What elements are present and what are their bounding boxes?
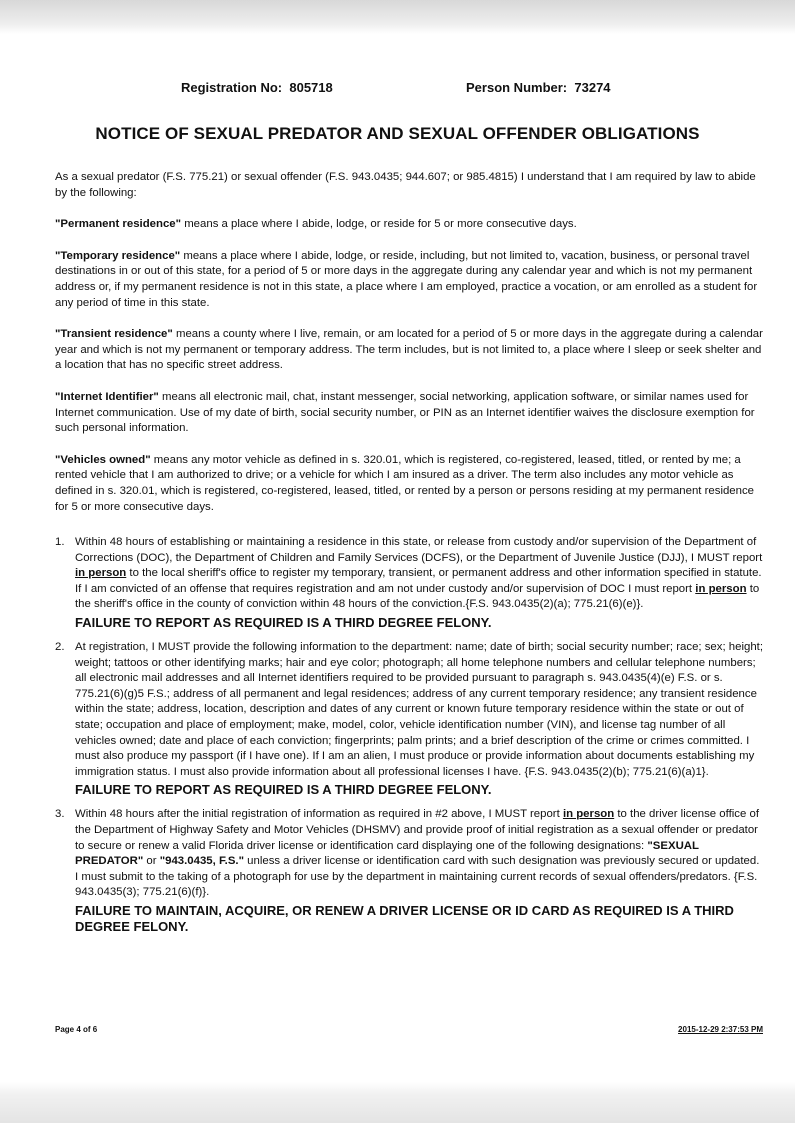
definition-term: "Temporary residence" xyxy=(55,249,181,262)
definition-permanent-residence xyxy=(55,217,763,233)
item-text-part: or xyxy=(143,855,160,868)
scan-edge-bottom xyxy=(0,1082,795,1123)
definition-vehicles-owned xyxy=(55,453,763,515)
intro-paragraph: As a sexual predator (F.S. 775.21) or sexual offender (F.S. 943.0435; 944.607; or 985.4815) I understand that I am required by law to abide by the following: xyxy=(55,171,756,199)
page-number: Page 4 of 6 xyxy=(55,1025,98,1034)
definition-text: means a place where I abide, lodge, or reside for 5 or more consecutive days. xyxy=(181,218,577,231)
designation-emphasis: "SEXUAL PREDATOR" xyxy=(75,839,699,868)
print-timestamp: 2015-12-29 2:37:53 PM xyxy=(678,1025,763,1034)
definition-text: means a county where I live, remain, or am located for a period of 5 or more days in the aggregate during a calendar year and which is not my permanent or temporary address. The term includes, but is not limited to, a place where I sleep or seek shelter and a location that has no specific street address. xyxy=(55,328,763,372)
obligation-item-1 xyxy=(55,535,763,631)
item-text xyxy=(75,535,763,613)
item-text-part: to the driver license office of the Department of Highway Safety and Motor Vehicles (DHSMV) and provide proof of initial registration as a sexual offender or predator to secure or renew a valid Florida driver license or identification card displaying one of the following designations: xyxy=(75,808,759,852)
felony-warning: FAILURE TO REPORT AS REQUIRED IS A THIRD DEGREE FELONY. xyxy=(75,615,492,631)
document-body xyxy=(55,170,763,944)
item-text-part: Within 48 hours of establishing or maintaining a residence in this state, or release from custody and/or supervision of the Department of Corrections (DOC), the Department of Children and Family Services (DCFS), or the Department of Juvenile Justice (DJJ), I MUST report xyxy=(75,536,763,564)
definition-internet-identifier xyxy=(55,390,763,437)
in-person-emphasis: in person xyxy=(75,567,127,580)
in-person-emphasis: in person xyxy=(562,808,615,821)
definition-text: means a place where I abide, lodge, or reside, including, but not limited to, vacation, business, or personal travel destinations in or out of this state, for a period of 5 or more days in the aggregate during any calendar year and which is not my permanent address or, if my permanent residence is not in this state, a place where I am employed, practice a vocation, or am enrolled as a student for any period of time in this state. xyxy=(55,249,758,309)
item-text-part: unless a driver license or identification card with such designation was previously secured or updated. I must submit to the taking of a photograph for use by the department in maintaining current records of sexual offenders/predators. {F.S. 943.0435(3); 775.21(6)(f)}. xyxy=(75,855,760,899)
definition-term: "Internet Identifier" xyxy=(55,390,159,403)
registration-label: Registration No: xyxy=(181,80,283,95)
registration-value: 805718 xyxy=(289,80,333,95)
item-number: 2. xyxy=(55,641,65,654)
person-value: 73274 xyxy=(574,80,611,95)
item-text xyxy=(75,807,763,901)
registration-number xyxy=(181,80,333,95)
person-label: Person Number: xyxy=(466,80,568,95)
definition-term: "Transient residence" xyxy=(55,328,173,341)
obligations-list xyxy=(55,535,763,935)
designation-emphasis: "943.0435, F.S." xyxy=(159,855,244,868)
definition-text: means any motor vehicle as defined in s. 320.01, which is registered, co-registered, leased, titled, or rented by me; a rented vehicle that I am authorized to drive; or a vehicle for which I am insured as a driver. The term also includes any motor vehicle as defined in s. 320.01, which is registered, co-registered, leased, titled, or rented by a person or persons residing at my permanent residence for 5 or more consecutive days. xyxy=(55,453,755,513)
document-title: NOTICE OF SEXUAL PREDATOR AND SEXUAL OFFENDER OBLIGATIONS xyxy=(95,124,700,143)
definition-text: means all electronic mail, chat, instant messenger, social networking, application software, or similar names used for Internet communication. Use of my date of birth, social security number, or PIN as an Internet identifier waives the disclosure exemption for such personal information. xyxy=(55,390,755,435)
felony-warning: FAILURE TO MAINTAIN, ACQUIRE, OR RENEW A DRIVER LICENSE OR ID CARD AS REQUIRED IS A THIRD DEGREE FELONY. xyxy=(75,902,734,934)
item-number: 1. xyxy=(55,536,65,549)
item-number: 3. xyxy=(55,808,65,821)
person-number xyxy=(466,80,611,95)
item-text-part: to the local sheriff's office to register my temporary, transient, or permanent address and other information specified in statute. If I am convicted of an offense that requires registration and am not under custody and/or supervision of DOC I must report xyxy=(75,567,762,595)
felony-warning: FAILURE TO REPORT AS REQUIRED IS A THIRD DEGREE FELONY. xyxy=(75,782,492,798)
definition-term: "Vehicles owned" xyxy=(55,453,151,466)
scan-edge-top xyxy=(0,0,795,34)
definition-term: "Permanent residence" xyxy=(55,218,182,231)
item-text-part: Within 48 hours after the initial registration of information as required in #2 above, I MUST report xyxy=(75,808,563,821)
item-text: At registration, I MUST provide the following information to the department: name; date of birth; social security number; race; sex; height; weight; tattoos or other identifying marks; hair and eye color; photograph; all home telephone numbers and cellular telephone numbers; all electronic mail addresses and all Internet identifiers required to be provided pursuant to paragraph s. 943.0435(4)(e) F.S. or s. 775.21(6)(g)5 F.S.; address of all permanent and legal residences; address of any current temporary residence; any transient residence within the state; address, location, description and dates of any current or known future temporary residence within the state or out of state; occupation and place of employment; make, model, color, vehicle identification number (VIN), and license tag number of all vehicles owned; date and place of each conviction; fingerprints; palm prints; and a brief description of the crime or crimes committed. I must also produce my passport (if I have one). If I am an alien, I must produce or provide information about documents establishing my immigration status. I must also provide information about all professional licenses I have. {F.S. 943.0435(2)(b); 775.21(6)(a)1}. xyxy=(75,641,763,778)
obligation-item-3 xyxy=(55,807,763,935)
obligation-item-2 xyxy=(55,640,763,798)
in-person-emphasis: in person xyxy=(695,582,747,595)
item-text-part: to the sheriff's office in the county of conviction within 48 hours of the conviction.{F.S. 943.0435(2)(a); 775.21(6)(e)}. xyxy=(75,582,760,611)
definition-temporary-residence xyxy=(55,249,763,311)
definition-transient-residence xyxy=(55,327,763,374)
